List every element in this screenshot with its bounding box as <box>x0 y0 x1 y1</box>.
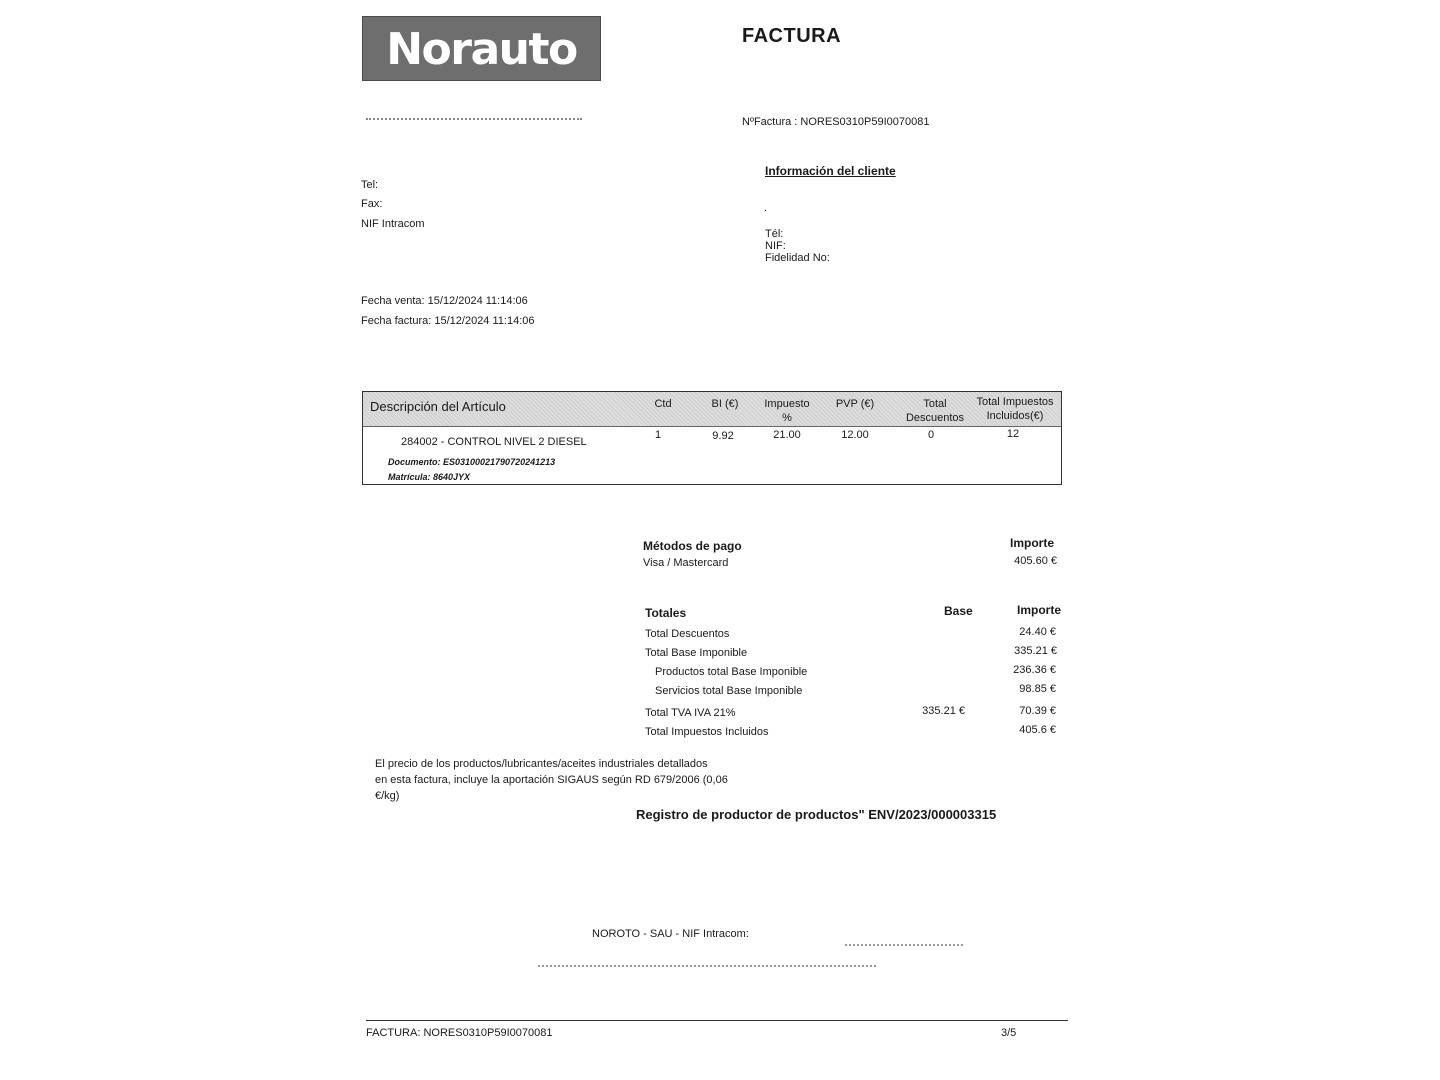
items-table <box>362 391 1062 485</box>
producer-registry: Registro de productor de productos" ENV/2023/000003315 <box>636 807 997 822</box>
header-bi: BI (€) <box>711 398 739 410</box>
item-qty: 1 <box>654 429 662 441</box>
sigaus-note-line: €/kg) <box>375 790 400 802</box>
footer-company-line: NOROTO - SAU - NIF Intracom: <box>592 928 749 940</box>
totals-row-label: Total Impuestos Incluidos <box>645 726 769 738</box>
item-pvp: 12.00 <box>841 429 869 441</box>
totals-row-amount: 98.85 € <box>1019 683 1056 695</box>
totals-row-label: Total TVA IVA 21% <box>645 707 736 719</box>
payment-heading: Métodos de pago <box>643 539 742 553</box>
header-qty: Ctd <box>654 398 672 410</box>
redacted-footer-address <box>845 942 963 948</box>
totals-row-label: Total Base Imponible <box>645 647 748 659</box>
sigaus-note-line: en esta factura, incluye la aportación SIGAUS según RD 679/2006 (0,06 <box>375 774 728 786</box>
totals-row-amount: 405.6 € <box>1019 724 1056 736</box>
payment-amount: 405.60 € <box>1014 555 1057 567</box>
client-info-heading: Información del cliente <box>765 164 896 178</box>
item-tax: 21.00 <box>773 429 801 441</box>
client-loyalty-label: Fidelidad No: <box>765 252 830 264</box>
header-discounts <box>901 397 969 425</box>
payment-amount-heading: Importe <box>1009 536 1054 550</box>
totals-row-amount: 335.21 € <box>1014 645 1057 657</box>
document-title: FACTURA <box>742 25 842 47</box>
item-total: 12 <box>1006 428 1020 440</box>
norauto-logo <box>362 16 601 81</box>
header-tax-line1: Impuesto <box>764 398 810 410</box>
item-bi: 9.92 <box>712 430 734 442</box>
header-discounts-line2: Descuentos <box>905 412 965 424</box>
logo-text: Norauto <box>386 24 577 75</box>
redacted-company-name <box>366 112 582 122</box>
sale-date: Fecha venta: 15/12/2024 11:14:06 <box>361 295 528 307</box>
sigaus-note-line: El precio de los productos/lubricantes/aceites industriales detallados <box>375 758 708 770</box>
company-nif-label: NIF Intracom <box>361 218 425 230</box>
totals-row-base: 335.21 € <box>922 705 965 717</box>
totals-row-amount: 24.40 € <box>1019 626 1056 638</box>
header-tax-line2: % <box>782 412 792 424</box>
totals-amount-heading: Importe <box>1016 603 1061 617</box>
client-tel-label: Tél: <box>765 228 784 240</box>
totals-row-label: Productos total Base Imponible <box>655 666 808 678</box>
client-dot: . <box>764 202 768 214</box>
client-nif-label: NIF: <box>765 240 786 252</box>
header-total-line1: Total Impuestos <box>976 396 1054 408</box>
totals-base-heading: Base <box>944 604 973 618</box>
sigaus-note <box>375 756 728 804</box>
item-document: Documento: ES03100021790720241213 <box>388 457 556 467</box>
totals-row-amount: 236.36 € <box>1013 664 1056 676</box>
header-description: Descripción del Artículo <box>370 399 506 414</box>
item-description: 284002 - CONTROL NIVEL 2 DIESEL <box>401 436 587 448</box>
header-pvp: PVP (€) <box>835 398 875 410</box>
company-fax-label: Fax: <box>361 198 383 210</box>
totals-row-amount: 70.39 € <box>1019 705 1056 717</box>
page-number: 3/5 <box>1001 1027 1017 1039</box>
payment-method: Visa / Mastercard <box>643 557 729 569</box>
invoice-date: Fecha factura: 15/12/2024 11:14:06 <box>361 315 535 327</box>
header-total-taxes <box>971 395 1059 423</box>
header-discounts-line1: Total <box>923 398 947 410</box>
totals-row-label: Total Descuentos <box>645 628 730 640</box>
totals-heading: Totales <box>645 606 687 620</box>
invoice-number: NºFactura : NORES0310P59I0070081 <box>742 116 930 128</box>
totals-row-label: Servicios total Base Imponible <box>655 685 803 697</box>
item-discount: 0 <box>927 429 935 441</box>
item-plate: Matrícula: 8640JYX <box>388 472 471 482</box>
footer-divider <box>366 1020 1068 1021</box>
footer-invoice-ref: FACTURA: NORES0310P59I0070081 <box>366 1027 553 1039</box>
header-tax <box>759 397 815 425</box>
items-table-header <box>363 392 1061 427</box>
company-tel-label: Tel: <box>361 179 379 191</box>
redacted-footer-registration <box>538 962 876 970</box>
header-total-line2: Incluidos(€) <box>986 410 1044 422</box>
